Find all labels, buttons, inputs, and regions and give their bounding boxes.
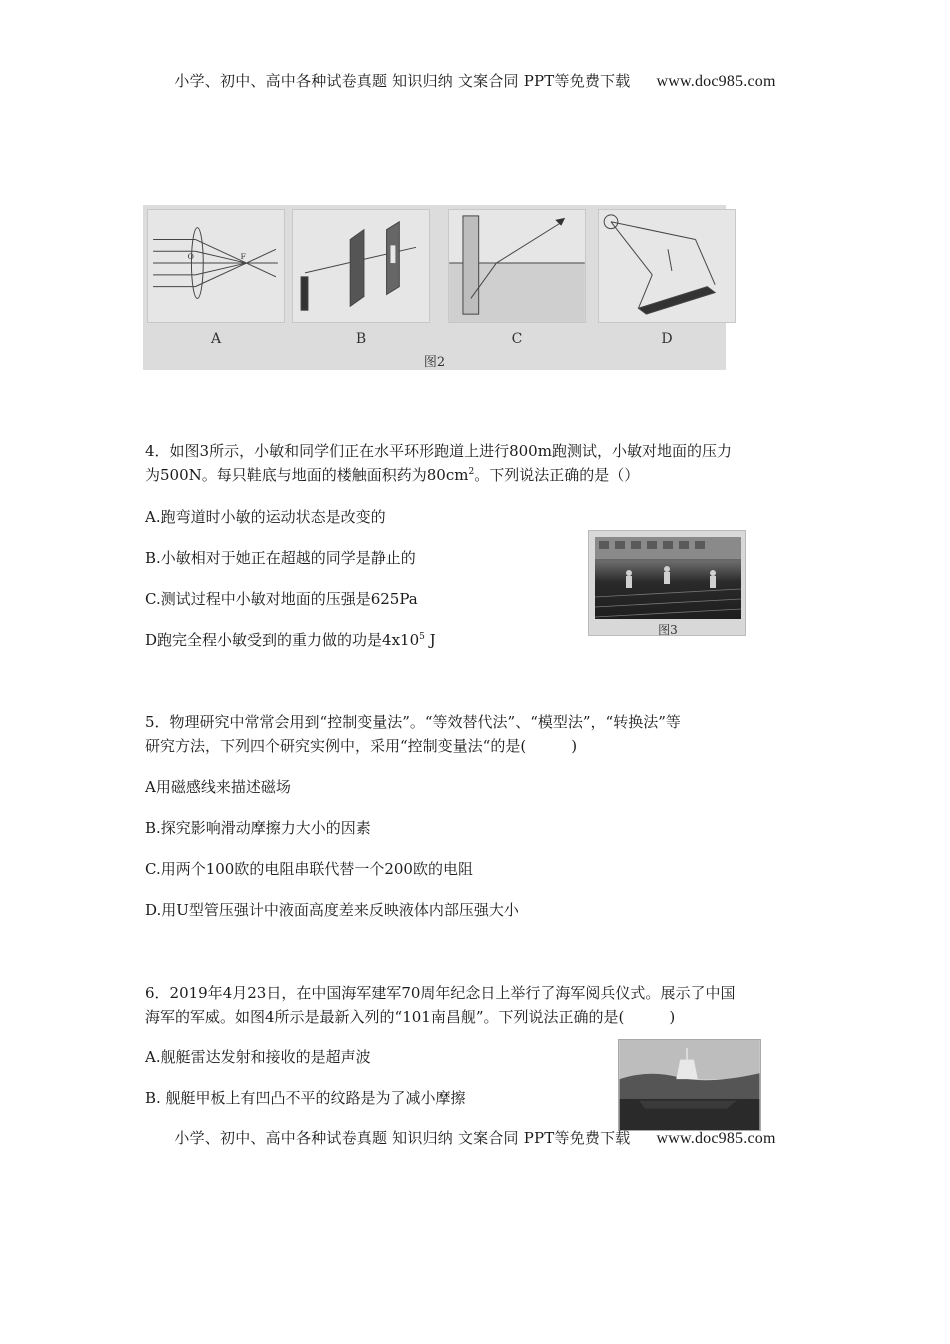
question-5-line-2: 研究方法，下列四个研究实例中，采用“控制变量法“的是( ) <box>145 737 578 755</box>
header-site-link[interactable]: www.doc985.com <box>656 73 776 90</box>
question-4-line-1: 4．如图3所示，小敏和同学们正在水平环形跑道上进行800m跑测试，小敏对地面的压力 <box>145 442 732 460</box>
svg-text:O: O <box>187 252 194 262</box>
figure-4-photo <box>618 1039 761 1131</box>
warship-icon <box>619 1040 760 1130</box>
figure-2-label-a: A <box>210 331 222 347</box>
figure-2-label-d: D <box>661 331 673 347</box>
question-4-line-2: 为500N。每只鞋底与地面的楼触面积药为$80cm^2$。下列说法正确的是（） <box>145 466 640 484</box>
header-text: 小学、初中、高中各种试卷真题 知识归纳 文案合同 PPT等免费下载 <box>174 72 631 90</box>
question-6-option-b: B. 舰艇甲板上有凹凸不平的纹路是为了减小摩擦 <box>145 1089 466 1107</box>
page-header <box>0 70 950 91</box>
running-track-image <box>595 537 741 619</box>
footer-site-link[interactable]: www.doc985.com <box>656 1130 776 1147</box>
question-5-line-1: 5．物理研究中常常会用到“控制变量法”。“等效替代法”、“模型法”，“转换法”等 <box>145 713 681 731</box>
figure-2-panel-c <box>448 209 586 323</box>
runners-icon <box>595 537 741 619</box>
question-4-option-a: A.跑弯道时小敏的运动状态是改变的 <box>145 508 386 526</box>
pulley-diagram-icon <box>599 210 735 322</box>
page-footer <box>0 1127 950 1148</box>
question-6 <box>145 981 815 1029</box>
figure-3-photo <box>588 530 746 636</box>
figure-3-caption: 图3 <box>658 623 678 637</box>
question-5-option-d: D.用U型管压强计中液面高度差来反映液体内部压强大小 <box>145 901 519 919</box>
figure-2-label-c: C <box>511 331 523 347</box>
question-6-option-a: A.舰艇雷达发射和接收的是超声波 <box>145 1048 371 1066</box>
question-4-option-c: C.测试过程中小敏对地面的压强是625Pa <box>145 590 418 608</box>
question-5 <box>145 710 815 758</box>
footer-text: 小学、初中、高中各种试卷真题 知识归纳 文案合同 PPT等免费下载 <box>174 1129 631 1147</box>
lens-diagram-icon <box>148 210 284 322</box>
question-5-option-a: A用磁感线来描述磁场 <box>145 778 291 796</box>
question-6-line-1: 6．2019年4月23日，在中国海军建军70周年纪念日上举行了海军阅兵仪式。展示了中国 <box>145 984 736 1002</box>
figure-2-panel-d <box>598 209 736 323</box>
refraction-diagram-icon <box>449 210 585 322</box>
question-5-option-c: C.用两个100欧的电阻串联代替一个200欧的电阻 <box>145 860 473 878</box>
question-4-option-d: D跑完全程小敏受到的重力做的功是$4x10^5$ J <box>145 631 436 649</box>
screen-diagram-icon <box>293 210 429 322</box>
question-6-line-2: 海军的军威。如图4所示是最新入列的“101南昌舰”。下列说法正确的是( ) <box>145 1008 676 1026</box>
figure-2-panel-a <box>147 209 285 323</box>
figure-2-panel-b <box>292 209 430 323</box>
svg-text:F: F <box>240 252 247 262</box>
question-4 <box>145 439 815 487</box>
question-4-option-b: B.小敏相对于她正在超越的同学是静止的 <box>145 549 416 567</box>
figure-2-label-b: B <box>355 331 367 347</box>
question-5-option-b: B.探究影响滑动摩擦力大小的因素 <box>145 819 371 837</box>
figure-2 <box>143 205 726 370</box>
figure-2-caption: 图2 <box>423 355 446 370</box>
